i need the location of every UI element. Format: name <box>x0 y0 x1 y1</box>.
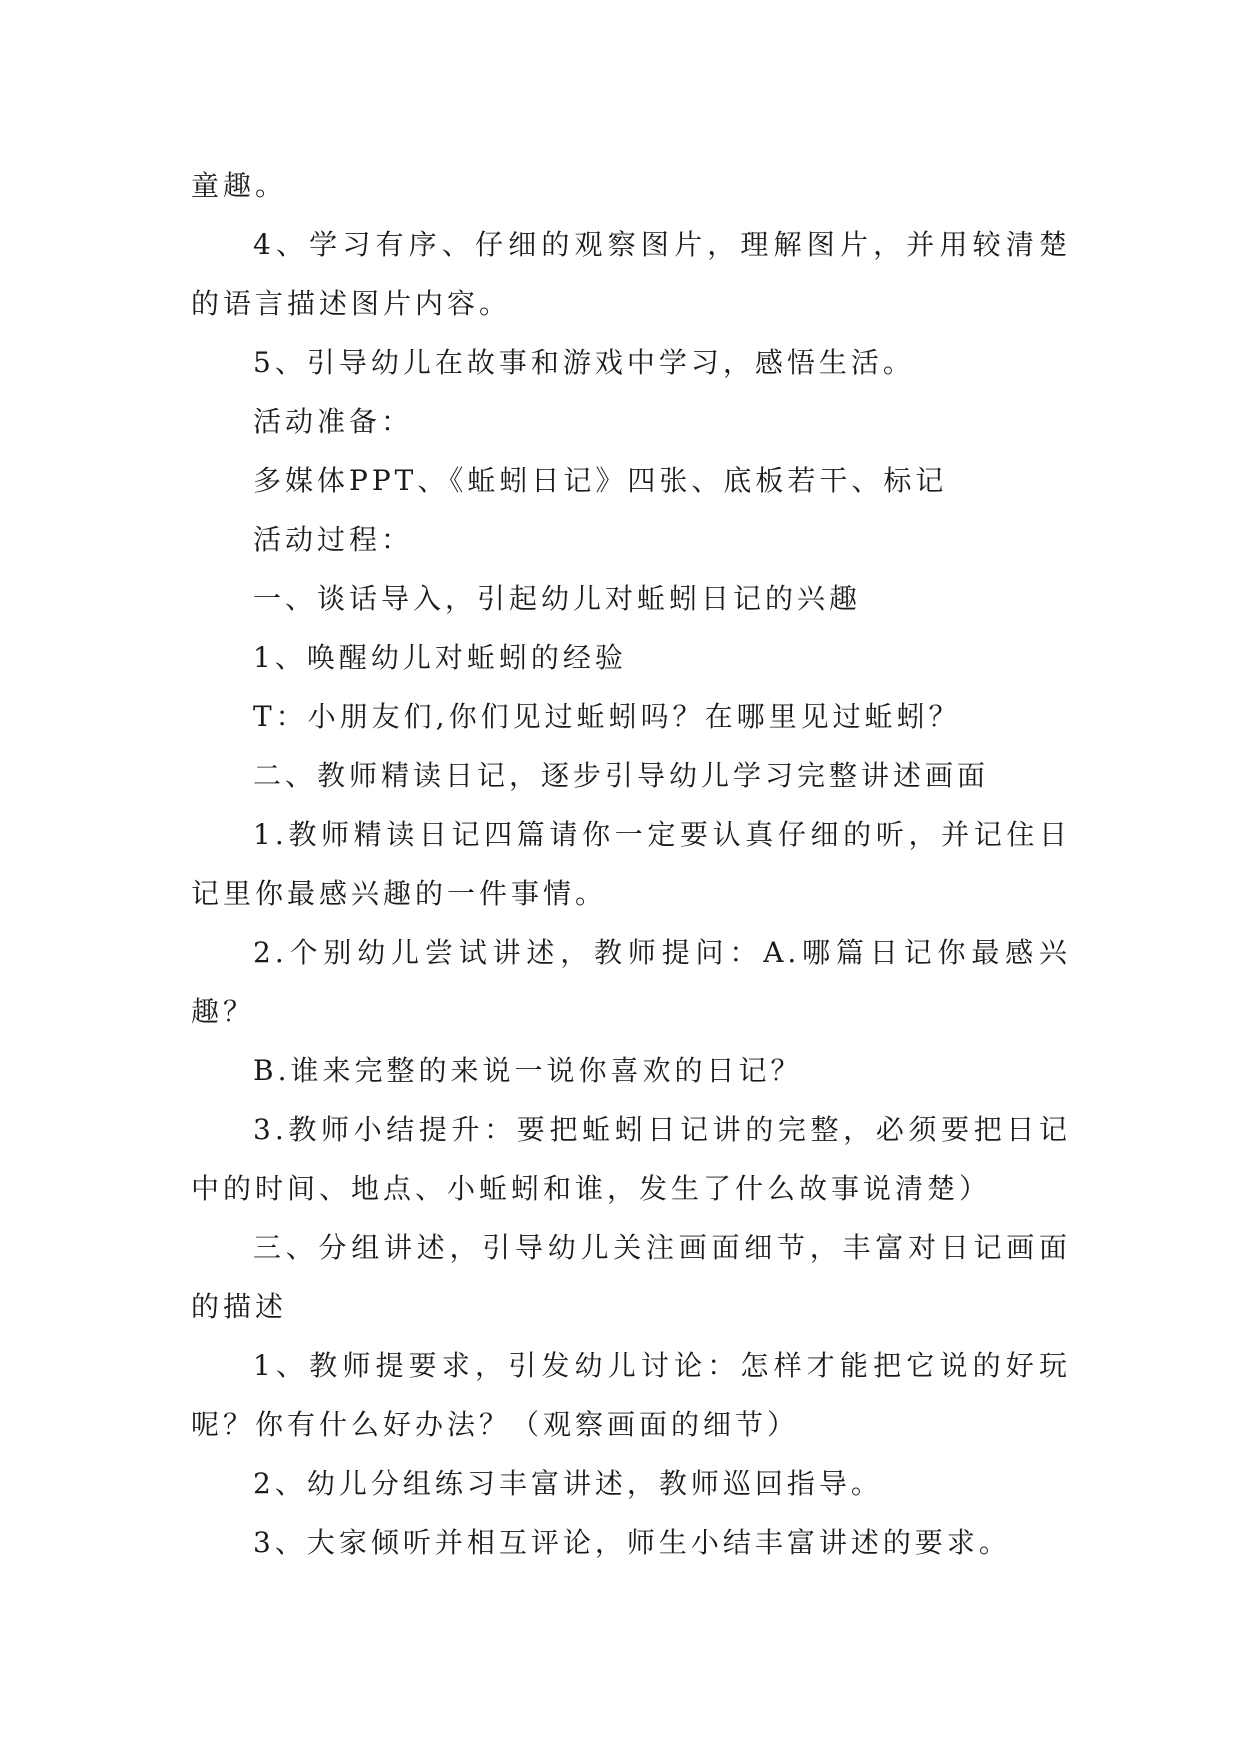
paragraph: 3.教师小结提升：要把蚯蚓日记讲的完整，必须要把日记中的时间、地点、小蚯蚓和谁，发生了什么故事说清楚） <box>191 1113 1071 1205</box>
paragraph: 1.教师精读日记四篇请你一定要认真仔细的听，并记住日记里你最感兴趣的一件事情。 <box>191 818 1071 910</box>
paragraph: T：小朋友们,你们见过蚯蚓吗？在哪里见过蚯蚓？ <box>253 700 961 733</box>
section-heading: 活动准备： <box>253 405 414 438</box>
paragraph: 1、教师提要求，引发幼儿讨论：怎样才能把它说的好玩呢？你有什么好办法？（观察画面的细节） <box>191 1349 1071 1441</box>
document-body <box>191 156 1071 1572</box>
paragraph: 2、幼儿分组练习丰富讲述，教师巡回指导。 <box>253 1467 883 1500</box>
paragraph: 5、引导幼儿在故事和游戏中学习，感悟生活。 <box>253 346 915 379</box>
paragraph: 4、学习有序、仔细的观察图片，理解图片，并用较清楚的语言描述图片内容。 <box>191 228 1071 320</box>
paragraph: B.谁来完整的来说一说你喜欢的日记？ <box>253 1054 803 1087</box>
paragraph: 2.个别幼儿尝试讲述，教师提问：A.哪篇日记你最感兴趣？ <box>191 936 1071 1028</box>
paragraph: 童趣。 <box>191 169 288 202</box>
paragraph: 二、教师精读日记，逐步引导幼儿学习完整讲述画面 <box>253 759 990 792</box>
section-heading: 活动过程： <box>253 523 414 556</box>
paragraph: 1、唤醒幼儿对蚯蚓的经验 <box>253 641 627 674</box>
paragraph: 多媒体PPT、《蚯蚓日记》四张、底板若干、标记 <box>253 464 948 497</box>
paragraph: 一、谈话导入，引起幼儿对蚯蚓日记的兴趣 <box>253 582 862 615</box>
paragraph: 三、分组讲述，引导幼儿关注画面细节，丰富对日记画面的描述 <box>191 1231 1071 1323</box>
paragraph: 3、大家倾听并相互评论，师生小结丰富讲述的要求。 <box>253 1526 1011 1559</box>
